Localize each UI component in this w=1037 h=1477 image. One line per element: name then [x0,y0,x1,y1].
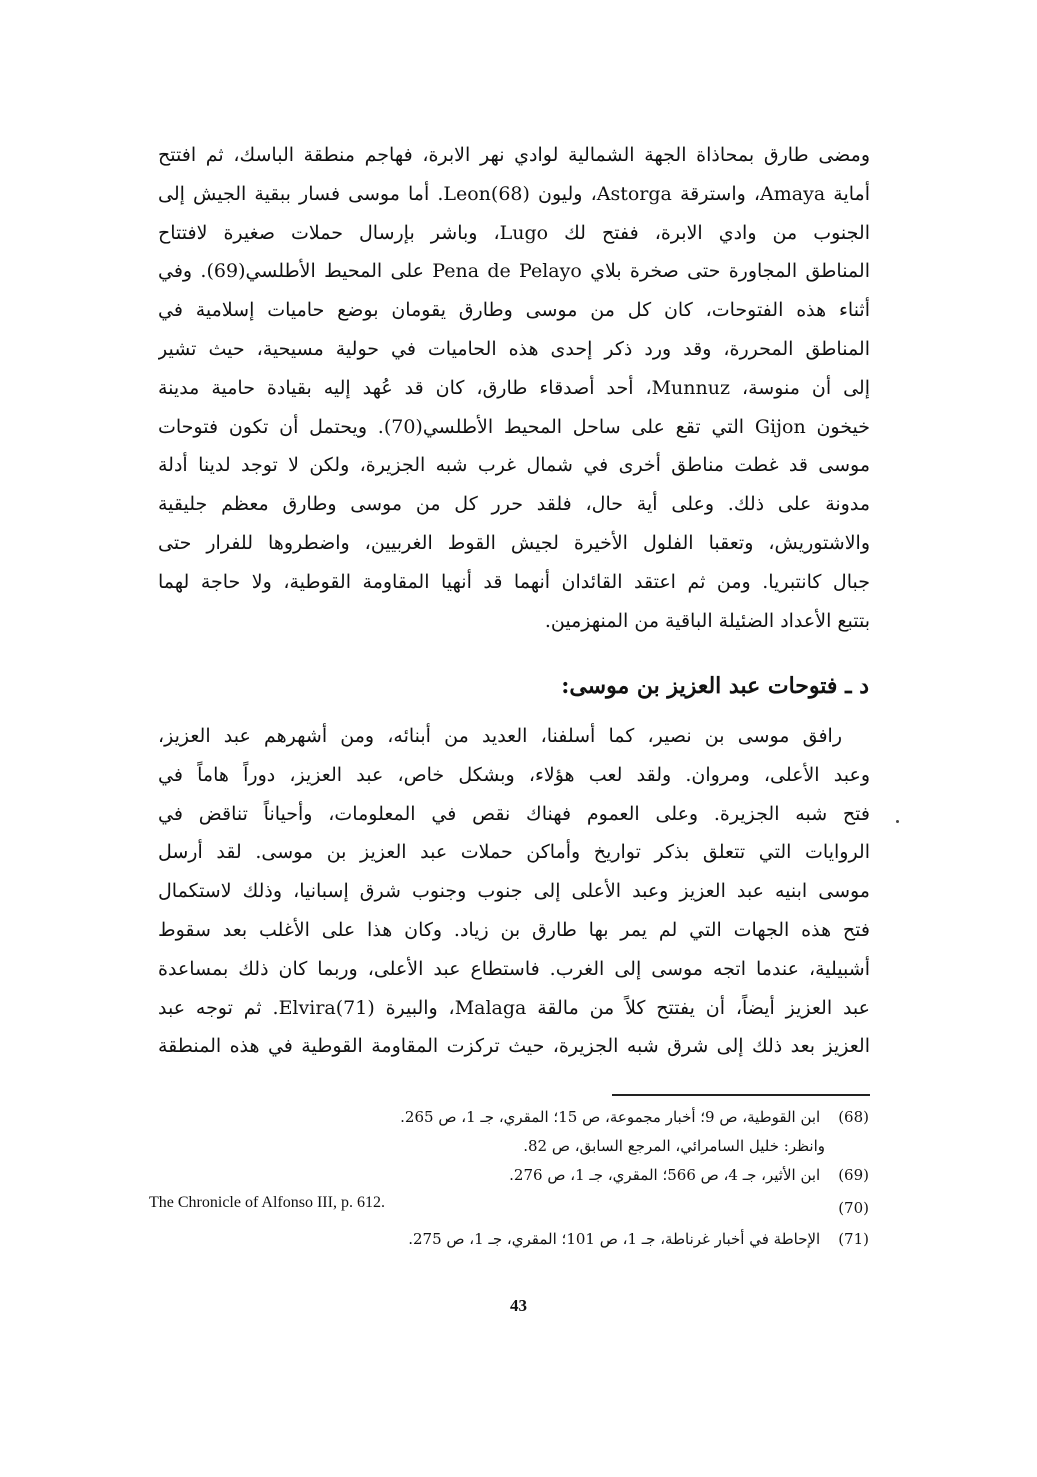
footnote-number: (69) [838,1166,869,1184]
text-line: أثناء هذه الفتوحات، كان كل من موسى وطارق يقومان بوضع حاميات إسلامية في [158,299,870,322]
text-line: عبد العزيز أيضاً، أن يفتتح كلاً من مالقة Malaga، والبيرة Elvira(71). ثم توجه عبد [158,996,870,1019]
paragraph-1 [158,136,870,640]
footnote-text: وانظر: خليل السامرائي، المرجع السابق، ص 82. [523,1137,825,1155]
footnote-number: (68) [838,1108,869,1126]
text-line: فتح شبه الجزيرة. وعلى العموم فهناك نقص في المعلومات، وأحياناً تناقض في [158,802,870,825]
text-line: وعبد الأعلى، ومروان. ولقد لعب هؤلاء، وبشكل خاص، عبد العزيز، دوراً هاماً في [158,763,870,786]
text-line: موسى قد غطت مناطق أخرى في شمال غرب شبه الجزيرة، ولكن لا توجد لدينا أدلة [158,454,870,477]
text-line: الجنوب من وادي الابرة، ففتح لك Lugo، وباشر بإرسال حملات صغيرة لافتتاح [158,221,870,244]
text-line: العزيز بعد ذلك إلى شرق شبه الجزيرة، حيث تركزت المقاومة القوطية في هذه المنطقة [158,1035,870,1058]
section-heading: د ـ فتوحات عبد العزيز بن موسى: [561,673,869,699]
text-line: بتتبع الأعداد الضئيلة الباقية من المنهزمين. [544,609,870,632]
margin-mark [896,820,899,823]
text-line: مدونة على ذلك. وعلى أية حال، فلقد حرر كل من موسى وطارق معظم جليقية [158,493,870,516]
text-line: موسى ابنيه عبد العزيز وعبد الأعلى إلى جنوب وجنوب شرق إسبانيا، وذلك لاستكمال [158,880,870,903]
footnote-number: (71) [838,1230,869,1248]
text-line: المناطق المجاورة حتى صخرة بلاي Pena de Pelayo على المحيط الأطلسي(69). وفي [158,260,870,283]
text-line: الروايات التي تتعلق بذكر تواريخ وأماكن حملات عبد العزيز بن موسى. لقد أرسل [158,841,870,864]
text-line: أشبيلية، عندما اتجه موسى إلى الغرب. فاستطاع عبد الأعلى، وربما كان ذلك بمساعدة [158,957,870,980]
text-line: جبال كانتبريا. ومن ثم اعتقد القائدان أنهما قد أنهيا المقاومة القوطية، ولا حاجة لهما [158,570,870,593]
footnote-70 [825,1197,869,1219]
footnote-text: ابن القوطية، ص 9؛ أخبار مجموعة، ص 15؛ المقري، جـ 1، ص 265. [400,1108,821,1126]
text-line: خيخون Gijon التي تقع على ساحل المحيط الأطلسي(70). ويحتمل أن تكون فتوحات [158,415,870,438]
footnote-text: ابن الأثير، جـ 4، ص 566؛ المقري، جـ 1، ص 276. [509,1166,821,1184]
text-line: فتح هذه الجهات التي لم يمر بها طارق بن زياد. وكان هذا على الأغلب بعد سقوط [158,918,870,941]
page-number: 43 [510,1296,527,1315]
footnote-number: (70) [838,1199,869,1217]
footnote-text: الإحاطة في أخبار غرناطة، جـ 1، ص 101؛ المقري، جـ 1، ص 275. [408,1230,821,1248]
text-line: أماية Amaya، واسترقة Astorga، وليون Leon(68). أما موسى فسار ببقية الجيش إلى [158,182,870,205]
text-line: إلى أن منوسة، Munnuz، أحد أصدقاء طارق، كان قد عُهد إليه بقيادة حامية مدينة [158,376,870,399]
footnote-rule [612,1094,870,1096]
text-line: والاشتوريش، وتعقبا الفلول الأخيرة لجيش القوط الغربيين، واضطروها للفرار حتى [158,531,870,554]
footnote-70-text: The Chronicle of Alfonso III, p. 612. [149,1194,385,1211]
footnote-69 [509,1164,869,1186]
paragraph-2 [158,717,870,1066]
text-line: ومضى طارق بمحاذاة الجهة الشمالية لوادي نهر الابرة، فهاجم منطقة الباسك، ثم افتتح [158,144,870,166]
text-line: رافق موسى بن نصير، كما أسلفنا، العديد من أبنائه، ومن أشهرهم عبد العزيز، [158,725,842,747]
footnote-68 [400,1106,869,1128]
footnote-71 [408,1228,869,1250]
text-line: المناطق المحررة، وقد ورد ذكر إحدى هذه الحاميات في حولية مسيحية، حيث تشير [158,337,870,360]
footnote-68-continued [523,1135,825,1157]
